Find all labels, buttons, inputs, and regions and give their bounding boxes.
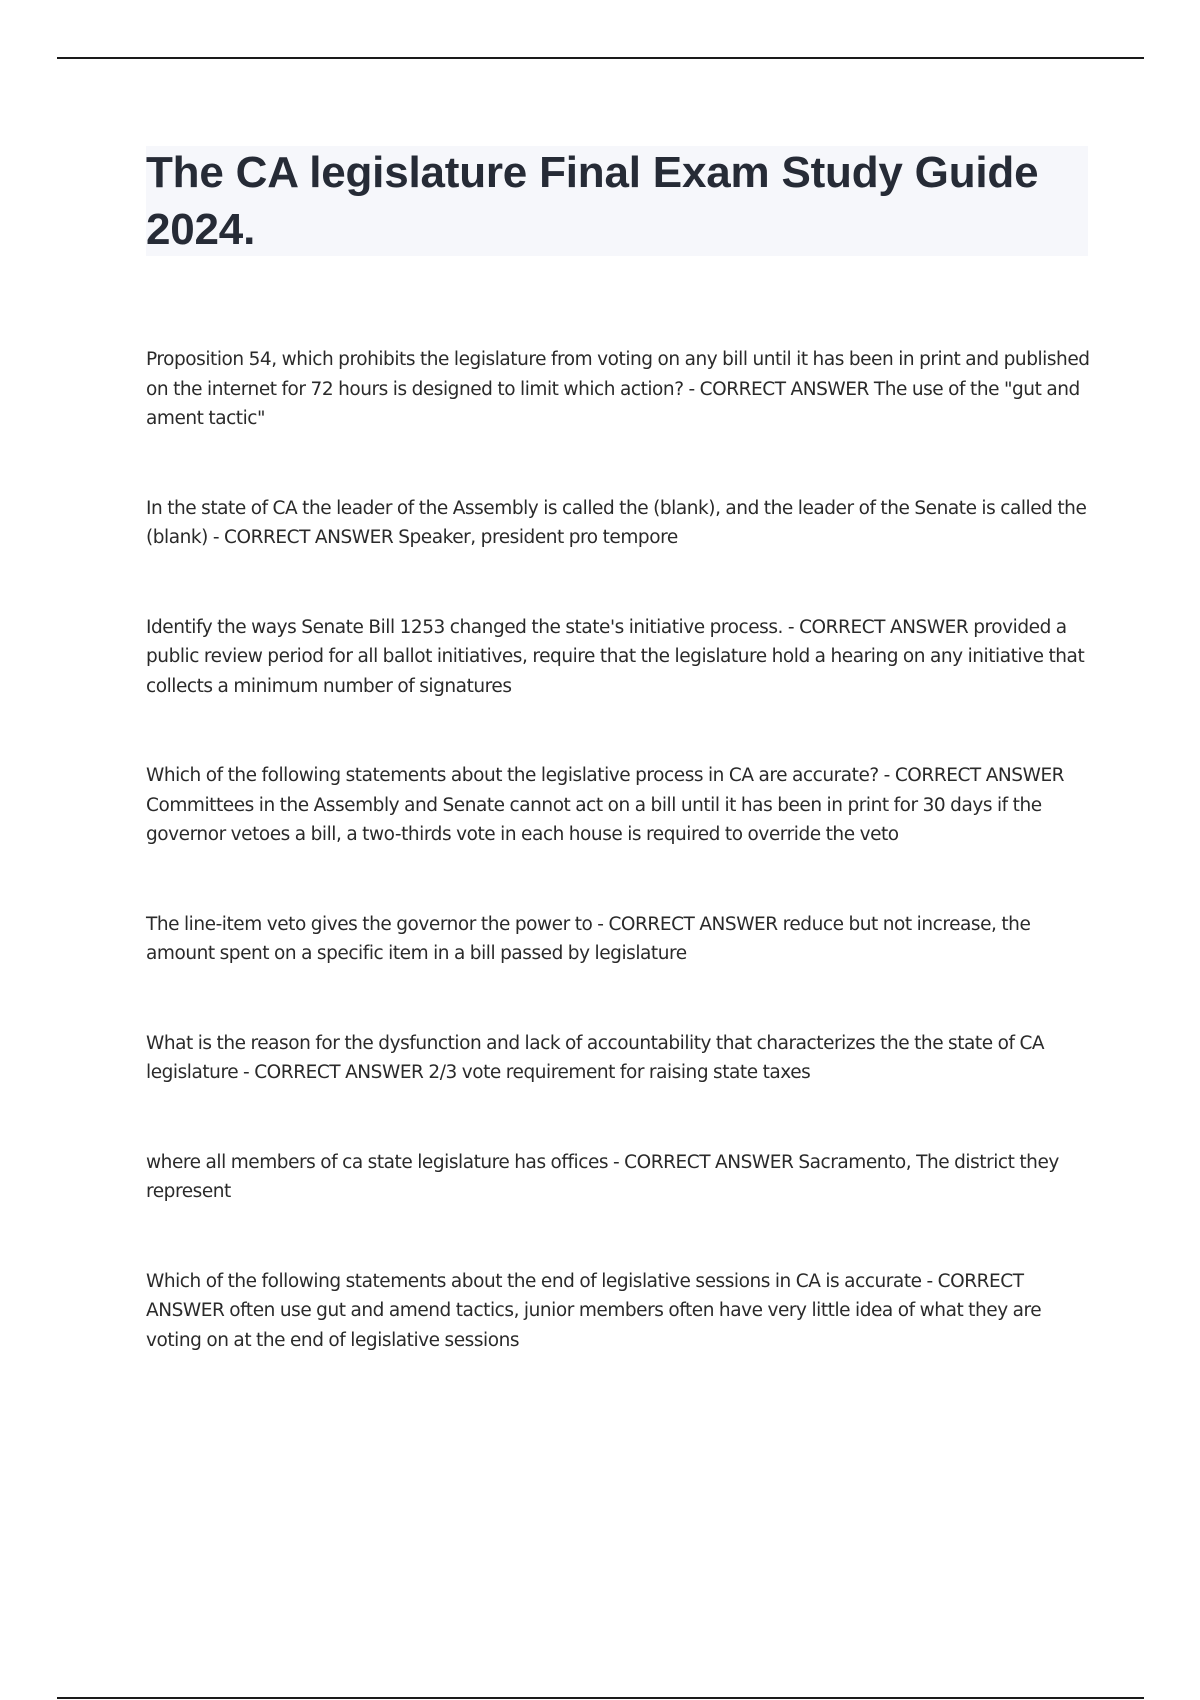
- top-rule: [57, 57, 1144, 59]
- qa-item: The line-item veto gives the governor the power to - CORRECT ANSWER reduce but not increase, the amount spent on a specific item in a bill passed by legislature: [146, 913, 1031, 964]
- qa-item: Which of the following statements about the end of legislative sessions in CA is accurate - CORRECT ANSWER often use gut and amend tactics, junior members often have very little idea of what they are voting on at the end of legislative sessions: [146, 1270, 1042, 1351]
- page-title: The CA legislature Final Exam Study Guide 2024.: [146, 148, 1039, 254]
- qa-item: Identify the ways Senate Bill 1253 changed the state's initiative process. - CORRECT ANSWER provided a public review period for all ballot initiatives, require that the legislature hold a hearing on any initiative that collects a minimum number of signatures: [146, 616, 1085, 697]
- qa-item: Which of the following statements about the legislative process in CA are accurate? - CORRECT ANSWER Committees in the Assembly and Senate cannot act on a bill until it has been in print for 30 days if the governor vetoes a bill, a two-thirds vote in each house is required to override the veto: [146, 765, 1065, 845]
- title-block: [146, 146, 1088, 256]
- qa-item: What is the reason for the dysfunction and lack of accountability that characterizes the the state of CA legislature - CORRECT ANSWER 2/3 vote requirement for raising state taxes: [146, 1032, 1045, 1083]
- bottom-rule: [57, 1697, 1144, 1699]
- qa-item: In the state of CA the leader of the Assembly is called the (blank), and the leader of the Senate is called the (blank) - CORRECT ANSWER Speaker, president pro tempore: [146, 497, 1087, 548]
- question-list: [146, 345, 1091, 1355]
- qa-item: Proposition 54, which prohibits the legislature from voting on any bill until it has been in print and published on the internet for 72 hours is designed to limit which action? - CORRECT ANSWER The use of the "gut and ament tactic": [146, 349, 1090, 429]
- qa-item: where all members of ca state legislature has offices - CORRECT ANSWER Sacramento, The district they represent: [146, 1151, 1059, 1202]
